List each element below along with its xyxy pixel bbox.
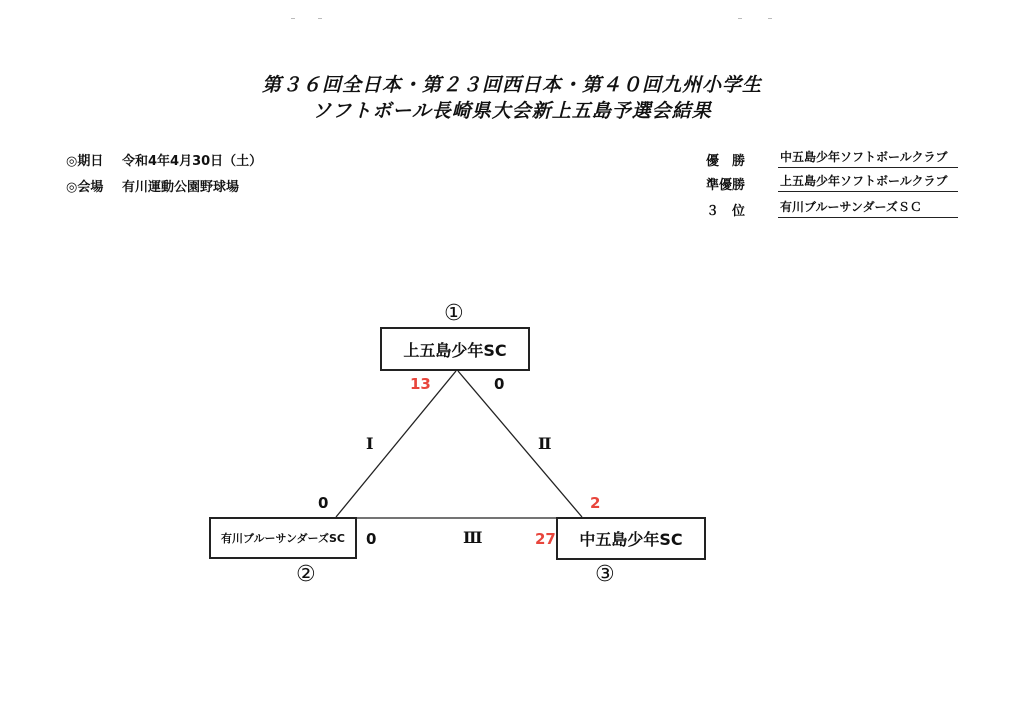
game3-label: Ⅲ	[463, 528, 483, 547]
document-title-line-2: ソフトボール長崎県大会新上五島予選会結果	[312, 100, 712, 122]
game2-score-team1: 0	[494, 375, 505, 393]
result-label-runner-up: 準優勝	[706, 178, 746, 193]
team2-box	[209, 517, 357, 559]
date-label: ◎期日	[66, 154, 104, 169]
team1-number: ①	[444, 301, 464, 326]
game1-score-team2: 0	[318, 494, 329, 512]
result-label-third: ３ 位	[706, 204, 746, 219]
team3-number: ③	[595, 562, 615, 587]
team1-name: 上五島少年SC	[403, 340, 507, 360]
game2-label: Ⅱ	[538, 434, 552, 453]
result-team-third: 有川ブルーサンダーズＳＣ	[778, 198, 958, 218]
team2-number: ②	[296, 562, 316, 587]
team3-box	[556, 517, 706, 560]
venue-value: 有川運動公園野球場	[122, 180, 240, 195]
bracket-line-game2	[458, 371, 582, 517]
team2-name: 有川ブルーサンダーズSC	[220, 532, 345, 545]
game3-score-team2: 0	[366, 530, 377, 548]
game3-score-team3: 27	[535, 530, 556, 548]
game1-label: Ⅰ	[366, 434, 374, 453]
result-label-champion: 優 勝	[706, 154, 746, 169]
game2-score-team3: 2	[590, 494, 601, 512]
team3-name: 中五島少年SC	[579, 530, 683, 549]
venue-label: ◎会場	[66, 180, 104, 195]
date-value: 令和4年4月30日（土）	[122, 154, 263, 169]
result-team-champion: 中五島少年ソフトボールクラブ	[778, 148, 958, 168]
document-title-line-1: 第３６回全日本・第２３回西日本・第４０回九州小学生	[261, 74, 762, 96]
game1-score-team1: 13	[410, 375, 431, 393]
result-team-runner-up: 上五島少年ソフトボールクラブ	[778, 172, 958, 192]
team1-box	[380, 327, 530, 371]
bracket-line-game1	[336, 371, 456, 517]
